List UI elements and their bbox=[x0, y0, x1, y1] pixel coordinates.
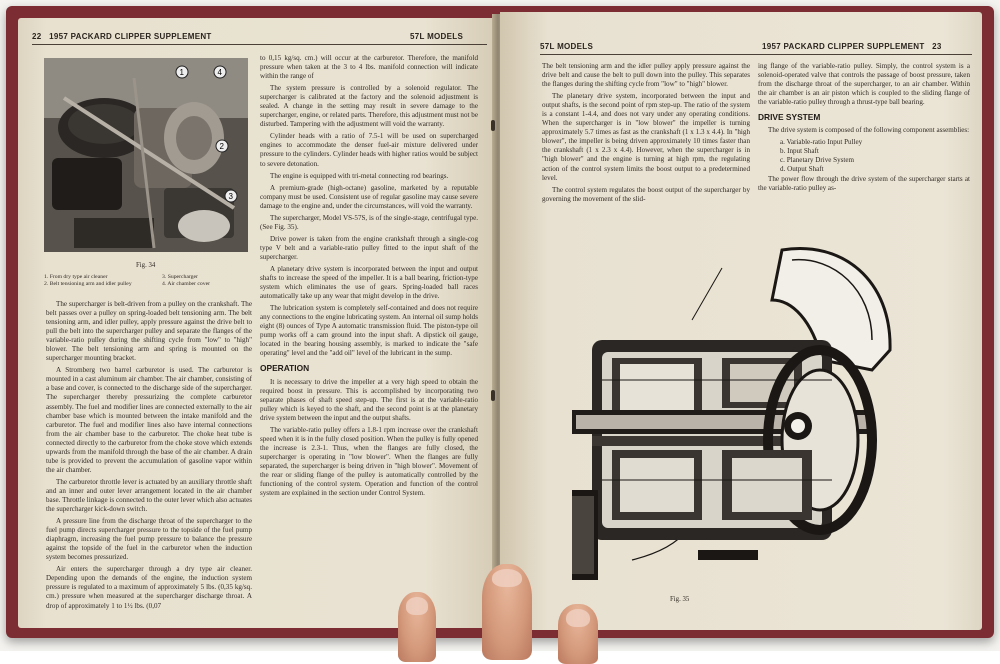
paragraph: The variable-ratio pulley offers a 1.8-1 rpm increase over the crankshaft speed when it is in the fully closed position. When the pulley is fully opened the increase is 2.3-1. Thus, when the flanges are fully closed, the supercharger is operating in "low blower". When the flanges are fully separated, the supercharger is being driven in "high blower". Movement of the rear or sliding flange of the pulley is automatically controlled by the functioning of the control system. Operation and function of the control system are explained in the section under Control System. bbox=[260, 425, 478, 498]
list-item: c. Planetary Drive System bbox=[780, 156, 855, 165]
binding-hole bbox=[491, 120, 495, 131]
list-item: b. Input Shaft bbox=[780, 147, 819, 156]
engine-photo-illustration bbox=[44, 58, 248, 252]
fig-35-caption: Fig. 35 bbox=[670, 596, 690, 603]
photo-label-2: 2 bbox=[219, 142, 224, 151]
right-page-header bbox=[762, 42, 942, 51]
paragraph: A premium-grade (high-octane) gasoline, marketed by a reputable company must be used. Consistent use of regular gasoline may cause severe damage to the engine and, under the circumstances, will void the warranty. bbox=[260, 183, 478, 210]
finger bbox=[558, 604, 598, 664]
fig-34-legend bbox=[44, 274, 249, 288]
legend-item: 4. Air chamber cover bbox=[162, 281, 211, 288]
right-column-2 bbox=[758, 62, 970, 252]
list-item: a. Variable-ratio Input Pulley bbox=[780, 138, 863, 147]
header-title-right: 1957 PACKARD CLIPPER SUPPLEMENT bbox=[762, 42, 925, 51]
paragraph: to 0,15 kg/sq. cm.) will occur at the carburetor. Therefore, the manifold pressure when taken at the 3 to 4 lbs. manifold connection will indicate within the range of bbox=[260, 54, 478, 81]
fig-34-caption: Fig. 34 bbox=[136, 262, 156, 269]
engine-photo bbox=[44, 58, 248, 252]
finger bbox=[482, 564, 532, 660]
right-column-1 bbox=[542, 62, 750, 262]
paragraph: The lubrication system is completely self-contained and does not require any connections to the engine lubricating system. An internal oil sump holds eight (8) ounces of Type A automatic transmission fluid. The piston-type oil pump works off a cam ground into the input shaft. A dipstick oil gauge, located in the bearing housing assembly, is marked to indicate the "safe operating" level and the "add oil" level of the lubricant in the sump. bbox=[260, 304, 478, 358]
paragraph: The belt tensioning arm and the idler pulley apply pressure against the drive belt and cause the belt to pull down into the pulley. This separates the flanges during the shifting cycle from "low" to "high" blower. bbox=[542, 62, 750, 89]
paragraph: The planetary drive system, incorporated between the input and output shafts, is the second point of rpm step-up. The ratio of the system is a constant 1-4.4, and does not vary under any operating conditions. When the supercharger is in "low blower" the impeller is turning approximately 5.7 times as fast as the crankshaft (1 x 1.3 x 4.4). In "high blower", the impeller is being driven approximately 10 times faster than the crankshaft (1 x 2.3 x 4.4). However, when the supercharger is in "high blower" and the engine is turning at high rpm, the regulating action of the control system limits the boost output to a predetermined level. bbox=[542, 92, 750, 182]
paragraph: Air enters the supercharger through a dry type air cleaner. Depending upon the demands of the engine, the induction system pressure is regulated to a maximum of approximately 5 lbs. (0,35 kg/sq. cm.) pressure when measured at the supercharger discharge throat. A drop of approximately 1 to 1½ lbs. (0,07 bbox=[46, 565, 252, 610]
paragraph: The engine is equipped with tri-metal connecting rod bearings. bbox=[270, 171, 449, 180]
paragraph: The supercharger, Model VS-57S, is of the single-stage, centrifugal type. (See Fig. 35). bbox=[260, 213, 478, 231]
legend-item: 2. Belt tensioning arm and idler pulley bbox=[44, 281, 132, 288]
paragraph: A Stromberg two barrel carburetor is used. The carburetor is mounted in a cast aluminum air chamber. The air chamber, consisting of a base and cover, is connected to the discharge side of the supercharger. The supercharger thereby pressurizing the complete carburetor assembly. The fuel and modifier lines are connected externally to the air chamber base which is mounted between the intake manifold and the carburetor. The fuel and modifier lines also have internal connections from the air chamber base to the carburetor. The choke heat tube is connected directly to the carburetor from the choke stove which extends upwards from the manifold through the base of the air chamber. A drain tube is provided to prevent the accumulation of gasoline vapor within the air chamber. bbox=[46, 366, 252, 474]
supercharger-cutaway-drawing bbox=[572, 240, 894, 588]
legend-item: 1. From dry type air cleaner bbox=[44, 274, 108, 280]
paragraph: Drive power is taken from the engine crankshaft through a single-cog type V belt and a variable-ratio pulley fitted to the input shaft of the supercharger. bbox=[260, 234, 478, 261]
paragraph: The control system regulates the boost output of the supercharger by governing the movement of the slid- bbox=[542, 185, 750, 203]
paragraph: The power flow through the drive system of the supercharger starts at the variable-ratio pulley as- bbox=[758, 174, 970, 192]
paragraph: The drive system is composed of the following component assemblies: bbox=[768, 126, 970, 135]
paragraph: A planetary drive system is incorporated between the input and output shafts to increase the speed of the impeller. It is a ball bearing, friction-type system which eliminates the use of gears. Spring-loaded ball races automatically take up any wear that might develop in the drive. bbox=[260, 264, 478, 301]
right-page bbox=[500, 12, 982, 630]
left-page bbox=[18, 18, 496, 628]
binding-hole bbox=[491, 390, 495, 401]
list-item: d. Output Shaft bbox=[780, 165, 824, 174]
legend-item: 3. Supercharger bbox=[162, 274, 198, 280]
page-number-right: 23 bbox=[932, 42, 942, 51]
header-rule-right bbox=[540, 54, 972, 55]
photo-label-1: 1 bbox=[179, 68, 184, 77]
paragraph: The system pressure is controlled by a solenoid regulator. The supercharger is calibrated at the factory and the solenoid adjustment is sealed. A change in the setting may result in severe damage to the supercharger, engine, or related parts. Therefore, this adjustment must not be disturbed. Tampering with the adjustment will void the warranty. bbox=[260, 84, 478, 129]
paragraph: Cylinder heads with a ratio of 7.5-1 will be used on supercharged engines to accommodate the denser fuel-air mixture delivered under pressure to the cylinders. Cylinder heads with higher ratios would be subject to severe detonation. bbox=[260, 132, 478, 168]
header-section-right: 57L MODELS bbox=[540, 42, 594, 51]
paragraph: The supercharger is belt-driven from a pulley on the crankshaft. The belt passes over a pulley on spring-loaded belt tensioning arm. The belt tensioning arm, and idler pulley, apply pressure against the drive belt to pull the belt into the supercharger pulley and separate the flanges of the variable-ratio pulley during the shifting cycle from "low" to "high" blower. The belt tensioning arm and spring is mounted on the supercharger mounting bracket. bbox=[46, 300, 252, 363]
photo-label-3: 3 bbox=[228, 192, 233, 201]
header-section-left: 57L MODELS bbox=[410, 32, 464, 41]
paragraph: It is necessary to drive the impeller at a very high speed to obtain the required boost in pressure. This is accomplished by incorporating two separate phases of shaft speed step-up. The first is at the variable-ratio pulley which is keyed to the shaft, and the second point is at the planetary drive system between the input and the output shafts. bbox=[260, 377, 478, 422]
paragraph: The carburetor throttle lever is actuated by an auxiliary throttle shaft and an inner and outer lever arrangement located in the air chamber base. Throttle linkage is connected to the outer lever which also actuates the supercharger kick-down switch. bbox=[46, 477, 252, 514]
left-column-2 bbox=[260, 54, 478, 620]
section-heading-drive-system: DRIVE SYSTEM bbox=[758, 112, 821, 123]
header-rule-left bbox=[32, 44, 487, 45]
finger bbox=[398, 592, 436, 662]
left-page-header bbox=[32, 32, 212, 41]
left-column-1 bbox=[46, 300, 252, 618]
paragraph: A pressure line from the discharge throat of the supercharger to the fuel pump directs supercharger pressure to the topside of the fuel pump diaphragm, increasing the fuel pump pressure to balance the pressure against the topside of the fuel in the carburetor when the induction system becomes pressurized. bbox=[46, 517, 252, 562]
page-number-left: 22 bbox=[32, 32, 42, 41]
photo-label-4: 4 bbox=[217, 68, 222, 77]
paragraph: ing flange of the variable-ratio pulley. Simply, the control system is a solenoid-operated valve that controls the passage of boost pressure, taken from the discharge throat of the supercharger, to an air chamber. Within the air chamber is an air piston which is coupled to the sliding flange of the variable-ratio pulley through a thrust-type ball bearing. bbox=[758, 62, 970, 107]
section-heading-operation: OPERATION bbox=[260, 363, 310, 374]
header-title-left: 1957 PACKARD CLIPPER SUPPLEMENT bbox=[49, 32, 212, 41]
